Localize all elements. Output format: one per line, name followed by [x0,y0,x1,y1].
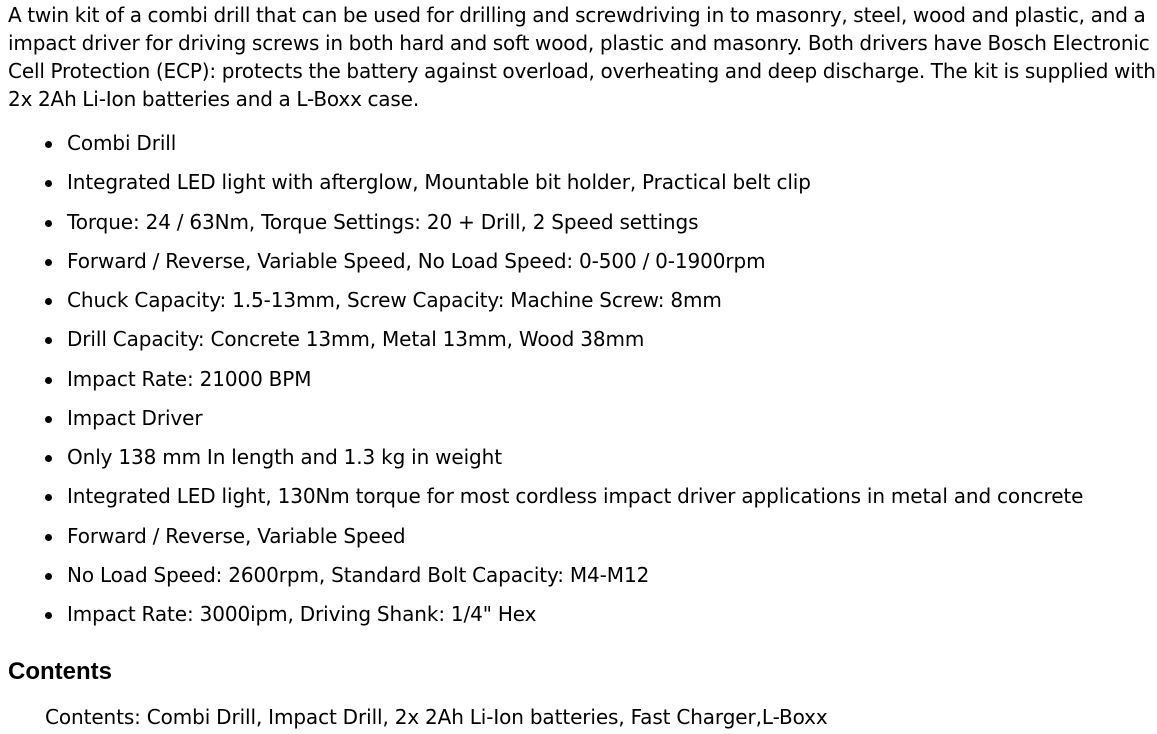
feature-text: Forward / Reverse, Variable Speed [67,523,406,548]
bullet-icon [45,455,52,462]
bullet-icon [45,494,52,501]
feature-item [0,517,1157,556]
feature-item [0,477,1157,516]
feature-text: Impact Driver [67,405,203,430]
feature-item [0,242,1157,281]
bullet-icon [45,180,52,187]
bullet-icon [45,141,52,148]
feature-text: Drill Capacity: Concrete 13mm, Metal 13mm, Wood 38mm [67,327,645,352]
feature-item [0,399,1157,438]
bullet-icon [45,573,52,580]
bullet-icon [45,612,52,619]
feature-text: Impact Rate: 3000ipm, Driving Shank: 1/4" Hex [67,602,537,626]
feature-item [0,281,1157,320]
feature-text: Integrated LED light with afterglow, Mountable bit holder, Practical belt clip [67,170,811,195]
bullet-icon [45,416,52,423]
feature-text: Torque: 24 / 63Nm, Torque Settings: 20 + Drill, 2 Speed settings [67,209,699,234]
feature-text: Chuck Capacity: 1.5-13mm, Screw Capacity: Machine Screw: 8mm [67,288,722,312]
feature-list [0,124,1157,634]
bullet-icon [45,534,52,541]
contents-text: Contents: Combi Drill, Impact Drill, 2x 2Ah Li-Ion batteries, Fast Charger,L-Boxx [45,705,828,729]
contents-heading: Contents [8,658,112,685]
feature-text: Only 138 mm In length and 1.3 kg in weight [67,445,502,469]
feature-item [0,320,1157,359]
feature-item [0,360,1157,399]
feature-item [0,203,1157,242]
feature-item [0,124,1157,163]
bullet-icon [45,337,52,344]
feature-text: Forward / Reverse, Variable Speed, No Load Speed: 0-500 / 0-1900rpm [67,248,766,273]
feature-text: No Load Speed: 2600rpm, Standard Bolt Capacity: M4-M12 [67,562,650,587]
feature-text: Impact Rate: 21000 BPM [67,366,312,391]
bullet-icon [45,259,52,266]
bullet-icon [45,377,52,384]
feature-item [0,438,1157,477]
bullet-icon [45,298,52,305]
product-description: A twin kit of a combi drill that can be used for drilling and screwdriving in to masonry, steel, wood and plastic, and a impact driver for driving screws in both hard and soft wood, plastic and masonry. Both drivers have Bosch Electronic Cell Protection (ECP): protects the battery against overload, overheating and deep discharge. The kit is supplied with 2x 2Ah Li-Ion batteries and a L-Boxx case. [8,3,1156,111]
feature-item [0,595,1157,634]
feature-item [0,556,1157,595]
feature-text: Combi Drill [67,131,177,155]
feature-text: Integrated LED light, 130Nm torque for most cordless impact driver applications in metal and concrete [67,484,1084,509]
feature-item [0,163,1157,202]
bullet-icon [45,220,52,227]
